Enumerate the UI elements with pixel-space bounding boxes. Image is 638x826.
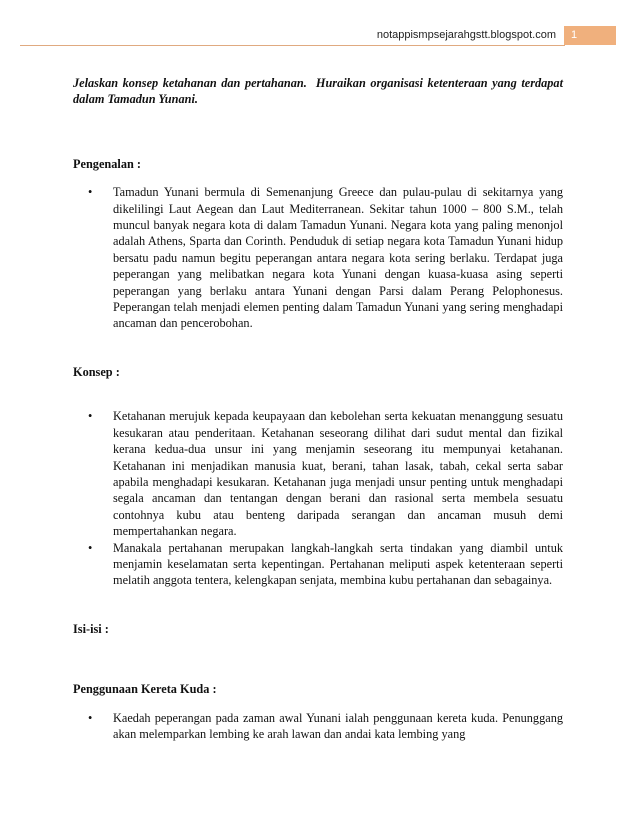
page-header bbox=[0, 26, 638, 46]
list-item bbox=[73, 184, 563, 332]
list-item-text: Tamadun Yunani bermula di Semenanjung Greece dan pulau-pulau di sekitarnya yang dikelilingi Laut Aegean dan Laut Mediterranean. Sekitar tahun 1000 – 800 S.M., telah muncul banyak negara kota di dalam Tamadun Yunani. Negara kota yang paling menonjol adalah Athens, Sparta dan Corinth. Penduduk di setiap negara kota Tamadun Yunani hidup bersatu padu namun begitu peperangan antara negara kota sering berlaku. Terdapat juga peperangan yang melibatkan negara kota Yunani dengan kuasa-kuasa asing seperti peperangan yang berlaku antara Yunani dengan Parsi dalam Perang Pelophonesus. Peperangan telah menjadi elemen penting dalam Tamadun Yunani yang sering menghadapi ancaman dan pencerobohan. bbox=[113, 185, 563, 331]
header-rule bbox=[20, 45, 565, 46]
site-url: notappismpsejarahgstt.blogspot.com bbox=[376, 29, 556, 41]
question-part1: Jelaskan konsep ketahanan dan pertahanan. bbox=[73, 76, 307, 90]
pengenalan-list bbox=[73, 184, 563, 332]
heading-konsep: Konsep : bbox=[73, 364, 120, 379]
heading-kereta-kuda: Penggunaan Kereta Kuda : bbox=[73, 682, 217, 697]
kereta-kuda-list bbox=[73, 710, 563, 743]
bullet-icon: • bbox=[88, 409, 93, 424]
list-item bbox=[73, 710, 563, 743]
heading-pengenalan: Pengenalan : bbox=[73, 156, 141, 171]
konsep-list bbox=[73, 408, 563, 588]
page-number: 1 bbox=[571, 29, 578, 41]
document-body bbox=[73, 75, 563, 742]
list-item bbox=[73, 408, 563, 539]
list-item-text: Kaedah peperangan pada zaman awal Yunani ialah penggunaan kereta kuda. Penunggang akan melemparkan lembing ke arah lawan dan andai kata lembing yang bbox=[113, 710, 563, 741]
bullet-icon: • bbox=[88, 710, 93, 725]
list-item-text: Ketahanan merujuk kepada keupayaan dan kebolehan serta kekuatan menanggung sesuatu kesukaran atau penderitaan. Ketahanan seseorang dilihat dari sudut mental dan fizikal kerana kedua-dua unsur ini yang menjamin seseorang itu mempunyai ketahanan. Ketahanan ini menjadikan manusia kuat, berani, tahan lasak, tabah, cekal serta sabar apabila menghadapi kesukaran. Ketahanan juga menjadi unsur penting untuk menghadapi segala ancaman dan tentangan dengan berani dan rasional serta membela sesuatu contohnya kubu atau benteng daripada serangan dan ancaman musuh demi mempertahankan negara. bbox=[113, 409, 563, 539]
bullet-icon: • bbox=[88, 185, 93, 200]
heading-isi: Isi-isi : bbox=[73, 621, 109, 636]
question bbox=[73, 75, 563, 108]
bullet-icon: • bbox=[88, 540, 93, 555]
question-part2: Huraikan organisasi ketenteraan yang terdapat dalam Tamadun Yunani. bbox=[73, 76, 563, 107]
list-item bbox=[73, 540, 563, 589]
list-item-text: Manakala pertahanan merupakan langkah-langkah serta tindakan yang diambil untuk menjamin keselamatan serta kepentingan. Pertahanan meliputi aspek ketenteraan seperti melatih anggota tentera, kelengkapan senjata, membina kubu pertahanan dan sebagainya. bbox=[113, 540, 563, 588]
page-number-box bbox=[564, 26, 616, 45]
